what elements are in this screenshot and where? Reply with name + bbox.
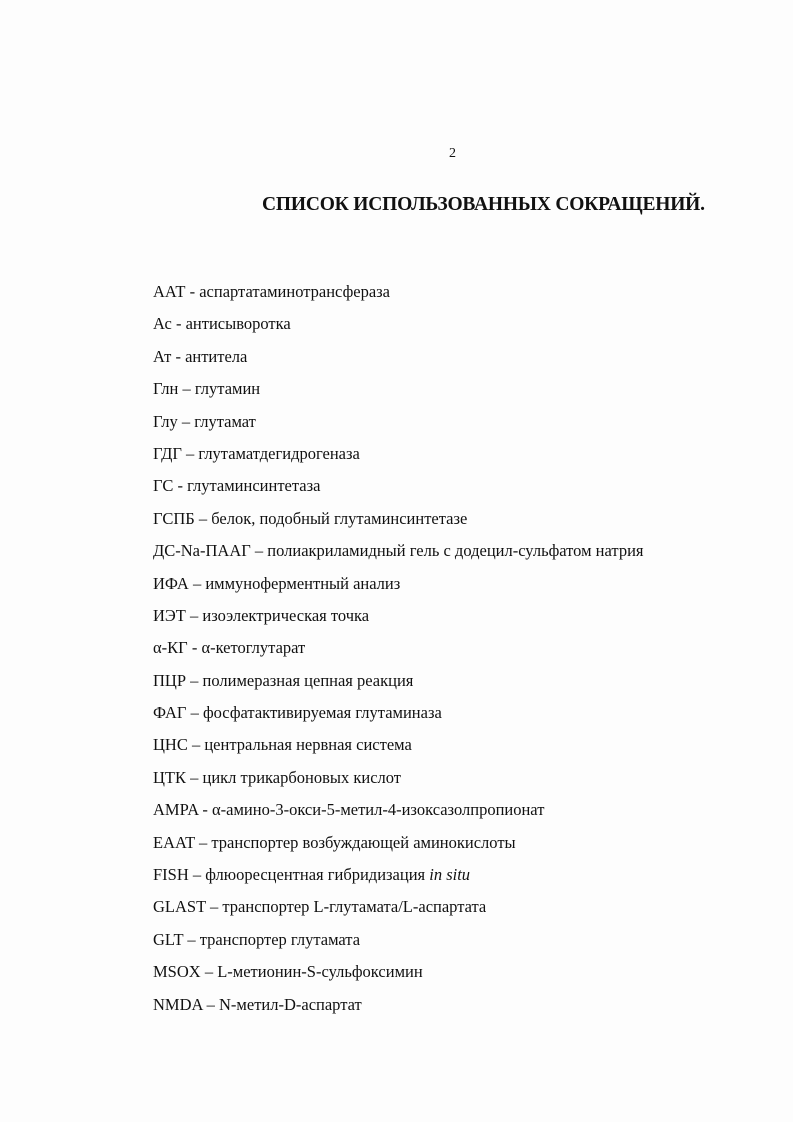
abbreviation-definition: антисыворотка bbox=[185, 314, 291, 334]
abbreviation-separator: – bbox=[202, 994, 220, 1014]
abbreviation-item bbox=[153, 960, 644, 992]
abbreviation-definition: L-метионин-S-сульфоксимин bbox=[217, 962, 423, 982]
abbreviation-item bbox=[153, 701, 644, 733]
abbreviation-definition: фосфатактивируемая глутаминаза bbox=[202, 703, 442, 723]
abbreviation-definition: белок, подобный глутаминсинтетазе bbox=[211, 508, 468, 528]
abbreviation-definition: N-метил-D-аспартат bbox=[219, 994, 362, 1014]
abbreviation-separator: - bbox=[185, 282, 200, 301]
abbreviation-separator: – bbox=[186, 670, 203, 690]
abbreviation-item bbox=[153, 442, 644, 474]
abbreviation-list bbox=[153, 280, 644, 1025]
abbreviation-definition: антитела bbox=[185, 346, 248, 366]
abbreviation-item bbox=[153, 766, 644, 798]
abbreviation-item bbox=[153, 636, 644, 668]
abbreviation-definition: центральная нервная система bbox=[204, 735, 412, 755]
abbreviation-separator: – bbox=[183, 929, 200, 949]
abbreviation-item bbox=[153, 798, 644, 830]
abbreviation-item bbox=[153, 345, 644, 377]
abbreviation-item bbox=[153, 733, 644, 765]
abbreviation-definition: флюоресцентная гибридизация bbox=[205, 865, 430, 885]
abbreviation-item bbox=[153, 572, 644, 604]
abbreviation-definition: α-кетоглутарат bbox=[201, 638, 306, 658]
abbreviation-definition: глутаматдегидрогеназа bbox=[198, 443, 360, 463]
abbreviation-definition: транспортер L-глутамата/L-аспартата bbox=[222, 897, 487, 917]
abbreviation-item bbox=[153, 928, 644, 960]
abbreviation-item bbox=[153, 507, 644, 539]
abbreviation-term: ЦТК bbox=[153, 767, 186, 787]
abbreviation-item bbox=[153, 831, 644, 863]
abbreviation-separator: – bbox=[200, 962, 218, 982]
abbreviation-separator: – bbox=[178, 379, 195, 399]
abbreviation-separator: – bbox=[187, 735, 205, 755]
abbreviation-separator: - bbox=[173, 476, 188, 496]
abbreviation-definition: изоэлектрическая точка bbox=[202, 605, 370, 625]
abbreviation-item bbox=[153, 993, 644, 1025]
abbreviation-term: ИЭТ bbox=[153, 605, 186, 625]
abbreviation-term: ГС bbox=[153, 476, 174, 496]
abbreviation-term: MSOX bbox=[153, 962, 201, 982]
abbreviation-item bbox=[153, 539, 644, 571]
abbreviation-definition: транспортер глутамата bbox=[199, 929, 361, 949]
abbreviation-term: ГСПБ bbox=[153, 508, 195, 528]
abbreviation-separator: – bbox=[185, 605, 203, 625]
abbreviation-separator: – bbox=[186, 767, 203, 787]
abbreviation-separator: – bbox=[188, 573, 206, 593]
abbreviation-term: Ат bbox=[153, 346, 172, 366]
abbreviation-term: GLT bbox=[153, 929, 184, 949]
abbreviation-term: FISH bbox=[153, 865, 189, 885]
abbreviation-term: ФАГ bbox=[153, 703, 187, 723]
abbreviation-item bbox=[153, 863, 644, 895]
abbreviation-definition: α-амино-3-окси-5-метил-4-изоксазолпропионат bbox=[212, 800, 545, 820]
abbreviation-separator: – bbox=[186, 703, 203, 723]
abbreviation-item bbox=[153, 377, 644, 409]
abbreviation-term: α-КГ bbox=[153, 638, 188, 658]
abbreviation-term: Глу bbox=[153, 411, 178, 431]
abbreviation-item bbox=[153, 312, 644, 344]
abbreviation-separator: – bbox=[194, 832, 212, 852]
abbreviation-separator: – bbox=[188, 865, 206, 885]
abbreviation-separator: - bbox=[171, 346, 186, 366]
abbreviation-term: ДС-Na-ПААГ bbox=[153, 541, 251, 561]
abbreviation-definition: иммуноферментный анализ bbox=[205, 573, 401, 593]
abbreviation-separator: – bbox=[205, 897, 223, 917]
abbreviation-term: NMDA bbox=[153, 994, 203, 1014]
abbreviation-item bbox=[153, 895, 644, 927]
abbreviation-definition-italic: in situ bbox=[429, 865, 471, 885]
abbreviation-term: ЦНС bbox=[153, 735, 188, 755]
abbreviation-separator: - bbox=[187, 638, 202, 658]
abbreviation-definition: аспартатаминотрансфераза bbox=[199, 282, 390, 301]
abbreviation-separator: - bbox=[171, 314, 186, 334]
abbreviation-separator: – bbox=[194, 508, 212, 528]
page-number: 2 bbox=[449, 146, 456, 161]
abbreviation-term: GLAST bbox=[153, 897, 206, 917]
abbreviation-term: Глн bbox=[153, 379, 179, 399]
abbreviation-definition: глутаминсинтетаза bbox=[187, 476, 321, 496]
page-title: СПИСОК ИСПОЛЬЗОВАННЫХ СОКРАЩЕНИЙ. bbox=[262, 194, 705, 215]
abbreviation-term: ААТ bbox=[153, 282, 186, 301]
abbreviation-item bbox=[153, 604, 644, 636]
abbreviation-term: AMPA bbox=[153, 800, 199, 820]
abbreviation-item bbox=[153, 474, 644, 506]
abbreviation-term: Ас bbox=[153, 314, 172, 334]
abbreviation-definition: глутамат bbox=[194, 411, 256, 431]
abbreviation-item bbox=[153, 410, 644, 442]
abbreviation-definition: цикл трикарбоновых кислот bbox=[202, 767, 401, 787]
abbreviation-term: ПЦР bbox=[153, 670, 187, 690]
abbreviation-definition: полиакриламидный гель с додецил-сульфатом натрия bbox=[267, 541, 644, 561]
abbreviation-separator: - bbox=[198, 800, 213, 820]
abbreviation-separator: – bbox=[250, 541, 268, 561]
abbreviation-definition: полимеразная цепная реакция bbox=[202, 670, 414, 690]
abbreviation-definition: транспортер возбуждающей аминокислоты bbox=[211, 832, 516, 852]
abbreviation-separator: – bbox=[177, 411, 195, 431]
abbreviation-term: ИФА bbox=[153, 573, 189, 593]
abbreviation-item bbox=[153, 669, 644, 701]
abbreviation-separator: – bbox=[181, 443, 199, 463]
abbreviation-item bbox=[153, 280, 644, 312]
abbreviation-term: ГДГ bbox=[153, 443, 182, 463]
abbreviation-definition: глутамин bbox=[194, 379, 261, 399]
abbreviation-term: EAAT bbox=[153, 832, 195, 852]
